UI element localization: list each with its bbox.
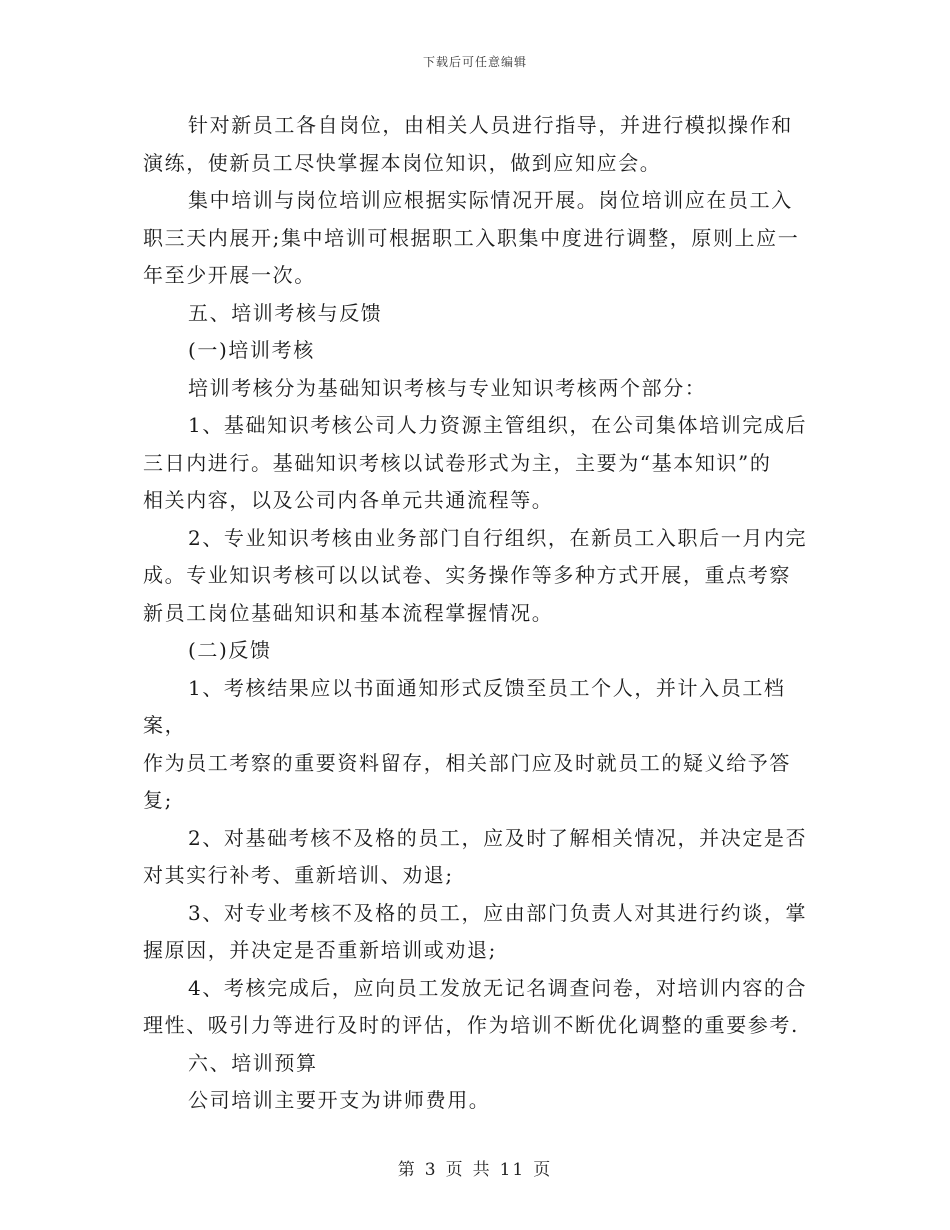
footer-total-word: 共	[472, 1160, 492, 1180]
paragraph	[143, 970, 813, 1045]
text-line: 2、专业知识考核由业务部门自行组织，在新员工入职后一月内完	[188, 525, 808, 550]
text-line: 理性、吸引力等进行及时的评估，作为培训不断优化调整的重要参考.	[143, 1013, 799, 1037]
paragraph	[143, 407, 813, 520]
section-heading	[143, 295, 813, 333]
text-line: 职三天内展开;集中培训可根据职工入职集中度进行调整，原则上应一	[143, 225, 800, 250]
paragraph	[143, 820, 813, 895]
text-line: 成。专业知识考核可以以试卷、实务操作等多种方式开展，重点考察	[143, 563, 791, 587]
text-line: 1、基础知识考核公司人力资源主管组织，在公司集体培训完成后	[188, 413, 808, 437]
text-line: 针对新员工各自岗位，由相关人员进行指导，并进行模拟操作和	[188, 113, 793, 137]
text-line: 3、对专业考核不及格的员工，应由部门负责人对其进行约谈，掌	[188, 900, 808, 925]
text-line: 握原因，并决定是否重新培训或劝退;	[143, 938, 497, 962]
page-footer	[0, 1155, 950, 1180]
subsection-heading	[143, 332, 813, 370]
text-line: (二)反馈	[188, 638, 272, 662]
text-line: 演练，使新员工尽快掌握本岗位知识，做到应知应会。	[143, 150, 662, 175]
paragraph	[143, 370, 813, 408]
text-line: 五、培训考核与反馈	[188, 300, 383, 325]
text-line: 公司培训主要开支为讲师费用。	[188, 1088, 491, 1112]
footer-prefix: 第	[397, 1160, 417, 1180]
paragraph	[143, 895, 813, 970]
text-line: 相关内容，以及公司内各单元共通流程等。	[143, 488, 554, 512]
text-line: 2、对基础考核不及格的员工，应及时了解相关情况，并决定是否	[188, 825, 808, 850]
header-note: 下载后可任意编辑	[422, 55, 527, 69]
text-line: 培训考核分为基础知识考核与专业知识考核两个部分：	[188, 375, 707, 400]
section-heading	[143, 1045, 813, 1083]
current-page-number: 3	[424, 1160, 438, 1180]
text-line: 年至少开展一次。	[143, 263, 316, 287]
text-line: 4、考核完成后，应向员工发放无记名调查问卷，对培训内容的合	[188, 975, 808, 1000]
footer-suffix: 页	[533, 1160, 553, 1180]
text-line: 集中培训与岗位培训应根据实际情况开展。岗位培训应在员工入	[188, 188, 793, 212]
text-line: 新员工岗位基础知识和基本流程掌握情况。	[143, 600, 554, 625]
text-line: (一)培训考核	[188, 338, 315, 362]
paragraph	[143, 182, 813, 295]
page-header	[0, 53, 950, 70]
total-page-count: 11	[499, 1160, 526, 1180]
text-line: 六、培训预算	[188, 1050, 318, 1075]
text-line: 复;	[143, 788, 173, 812]
text-line: 对其实行补考、重新培训、劝退;	[143, 863, 454, 887]
subsection-heading	[143, 632, 813, 670]
text-line: 三日内进行。基础知识考核以试卷形式为主，主要为“基本知识”的	[143, 450, 772, 475]
document-body	[143, 107, 813, 1120]
paragraph	[143, 670, 813, 820]
paragraph	[143, 107, 813, 182]
paragraph	[143, 1082, 813, 1120]
text-line: 1、考核结果应以书面通知形式反馈至员工个人，并计入员工档案，	[143, 675, 786, 737]
text-line: 作为员工考察的重要资料留存，相关部门应及时就员工的疑义给予答	[143, 750, 791, 775]
paragraph	[143, 520, 813, 633]
footer-page-word: 页	[445, 1160, 465, 1180]
